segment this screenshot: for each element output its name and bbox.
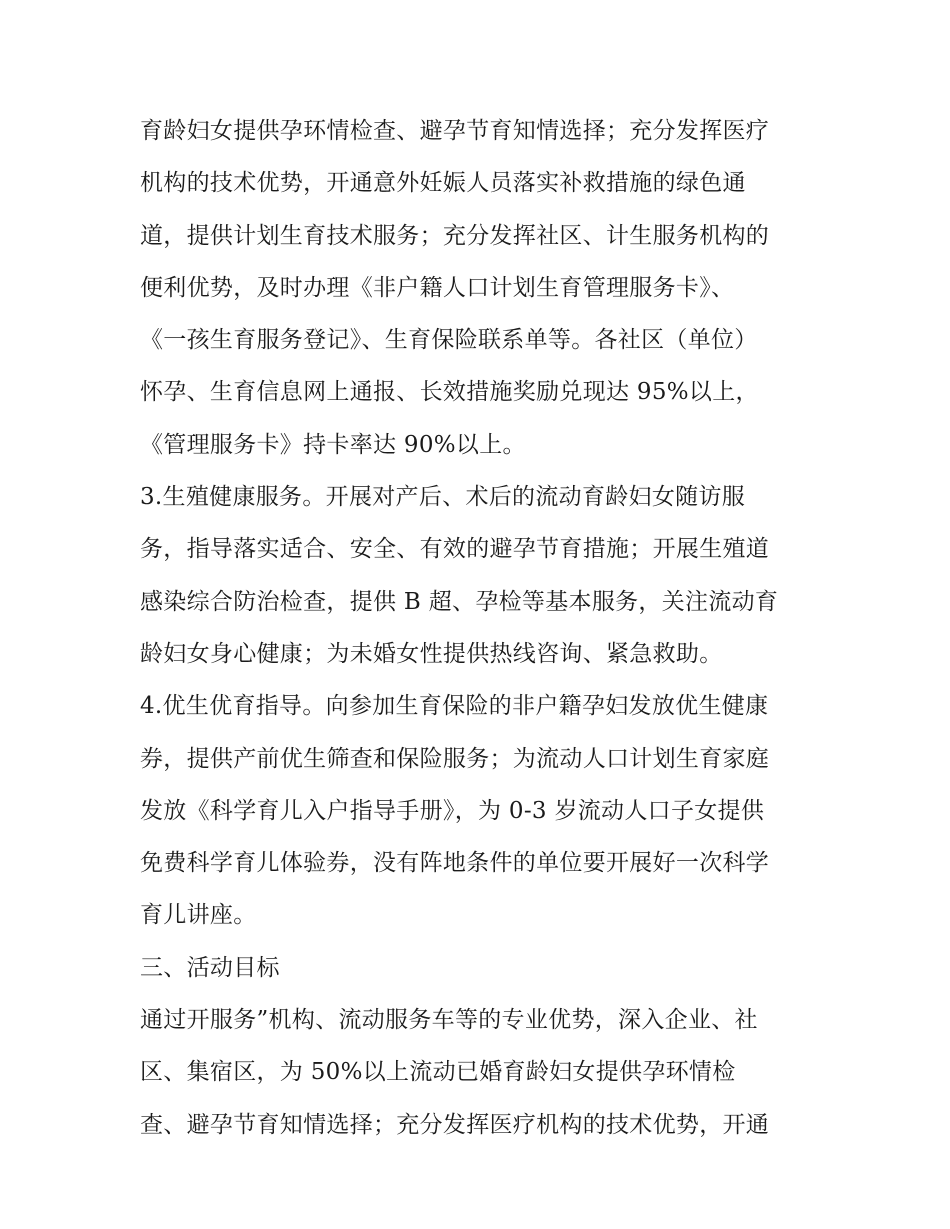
text-line: 区、集宿区，为 50%以上流动已婚育龄妇女提供孕环情检: [140, 1059, 736, 1086]
section-heading-activity-goals: 三、活动目标: [140, 954, 280, 981]
text-line: 道，提供计划生育技术服务；充分发挥社区、计生服务机构的: [140, 222, 770, 249]
text-line: 免费科学育儿体验券，没有阵地条件的单位要开展好一次科学: [140, 850, 770, 877]
text-line: 怀孕、生育信息网上通报、长效措施奖励兑现达 95%以上，: [140, 379, 759, 406]
text-line: 便利优势，及时办理《非户籍人口计划生育管理服务卡》、: [140, 274, 735, 301]
text-line: 《管理服务卡》持卡率达 90%以上。: [140, 431, 526, 458]
text-line: 务，指导落实适合、安全、有效的避孕节育措施；开展生殖道: [140, 536, 770, 563]
text-line: 机构的技术优势，开通意外妊娠人员落实补救措施的绿色通: [140, 170, 746, 197]
text-line: 龄妇女身心健康；为未婚女性提供热线咨询、紧急救助。: [140, 640, 723, 667]
text-line: 育龄妇女提供孕环情检查、避孕节育知情选择；充分发挥医疗: [140, 118, 770, 144]
text-line: 查、避孕节育知情选择；充分发挥医疗机构的技术优势，开通: [140, 1111, 770, 1138]
text-line: 券，提供产前优生筛查和保险服务；为流动人口计划生育家庭: [140, 745, 770, 772]
text-line: 发放《科学育儿入户指导手册》，为 0-3 岁流动人口子女提供: [140, 797, 765, 824]
text-line: 感染综合防治检查，提供 B 超、孕检等基本服务，关注流动育: [140, 588, 779, 615]
text-line: 通过开服务”机构、流动服务车等的专业优势，深入企业、社: [140, 1007, 758, 1034]
document-body: [140, 105, 830, 1151]
section-4-heading-line: 4.优生优育指导。向参加生育保险的非户籍孕妇发放优生健康: [140, 693, 769, 720]
text-line: 《一孩生育服务登记》、生育保险联系单等。各社区（单位）: [140, 327, 758, 354]
section-3-heading-line: 3.生殖健康服务。开展对产后、术后的流动育龄妇女随访服: [140, 484, 746, 511]
text-line: 育儿讲座。: [140, 902, 257, 929]
